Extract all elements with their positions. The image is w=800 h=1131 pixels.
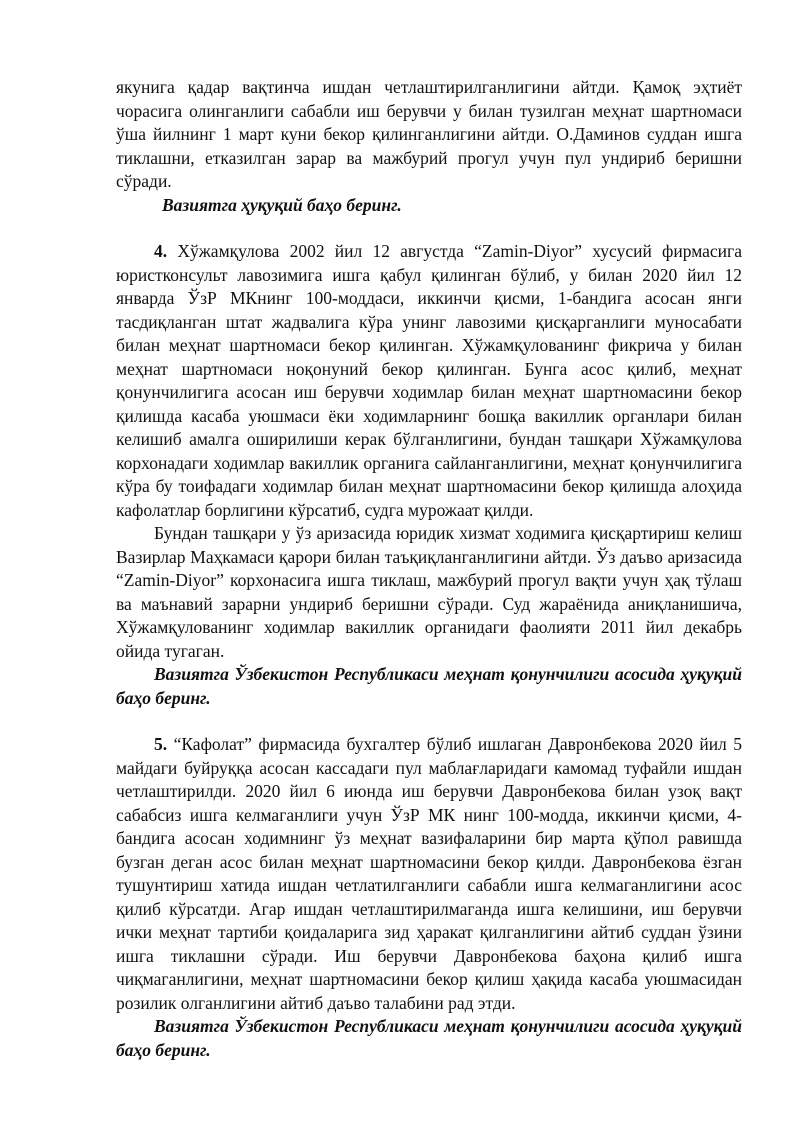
case3-text: якунига қадар вақтинча ишдан четлаштирилганлигини айтди. Қамоқ эҳтиёт чорасига олинганлиги сабабли иш берувчи у билан тузилган меҳнат шартномаси ўша йилнинг 1 март куни бекор қилинганлигини айтди. О.Даминов суддан ишга тиклашни, етказилган зарар ва мажбурий прогул учун пул ундириб беришни сўради. (116, 77, 742, 191)
document-page (116, 76, 742, 1062)
spacer (116, 710, 742, 733)
case4-number: 4. (154, 241, 168, 261)
spacer (116, 217, 742, 240)
case4-paragraph-2: Бундан ташқари у ўз аризасида юридик хизмат ходимига қисқартириш келиш Вазирлар Маҳкамаси қарори билан таъқиқланганлигини айтди. Ўз даъво аризасида “Zamin-Diyor” корхонасига ишга тиклаш, мажбурий прогул вақти учун ҳақ тўлаш ва маънавий зарарни ундириб беришни сўради. Суд жараёнида аниқланишича, Хўжамқулованинг ходимлар вакиллик органидаги фаолияти 2011 йил декабрь ойида тугаган. (116, 523, 742, 661)
case3-task: Вазиятга ҳуқуқий баҳо беринг. (162, 194, 402, 215)
case5-number: 5. (154, 734, 168, 754)
case5-task: Вазиятга Ўзбекистон Республикаси меҳнат қонунчилиги асосида ҳуқуқий баҳо беринг. (116, 1016, 742, 1060)
case5-paragraph-1 (116, 733, 742, 1015)
case5-text-1: “Кафолат” фирмасида бухгалтер бўлиб ишлаган Давронбекова 2020 йил 5 майдаги буйруққа асосан кассадаги пул маблағларидаги камомад туфайли ишдан четлаштирилди. 2020 йил 6 июнда иш берувчи Давронбекова билан узоқ вақт сабабсиз ишга келмаганлиги учун ЎзР МК нинг 100-модда, иккинчи қисми, 4-бандига асосан ходимнинг ўз меҳнат вазифаларини бир марта қўпол равишда бузган деган асос билан меҳнат шартномасини бекор қилди. Давронбекова ёзган тушунтириш хатида ишдан четлатилганлиги сабабли ишга келмаганлигини асос қилиб кўрсатди. Агар ишдан четлаштирилмаганда ишга келишини, иш берувчи ички меҳнат тартиби қоидаларига зид ҳаракат қилганлигини айтиб суддан ўзини ишга тиклашни сўради. Иш берувчи Давронбекова баҳона қилиб ишга чиқмаганлигини, меҳнат шартномасини бекор қилиш ҳақида касаба уюшмасидан розилик олганлигини айтиб даъво талабини рад этди. (116, 734, 742, 1013)
case4-text-1: Хўжамқулова 2002 йил 12 августда “Zamin-Diyor” хусусий фирмасига юристконсульт лавозимига ишга қабул қилинган бўлиб, у билан 2020 йил 12 январда ЎзР МКнинг 100-моддаси, иккинчи қисми, 1-бандига асосан янги тасдиқланган штат жадвалига кўра унинг лавозими қисқарганлиги муносабати билан меҳнат шартномаси бекор қилинган. Хўжамқулованинг фикрича у билан меҳнат шартномаси ноқонуний бекор қилинган. Бунга асос қилиб, меҳнат қонунчилигига асосан иш берувчи ходимлар билан меҳнат шартномасини бекор қилишда касаба уюшмаси ёки ходимларнинг бошқа вакиллик органлари билан келишиб амалга оширилиши керак бўлганлигини, бундан ташқари Хўжамқулова корхонадаги ходимлар вакиллик органига сайланганлигини, меҳнат қонунчилигига кўра бу тоифадаги ходимлар билан меҳнат шартномасини бекор қилишда алоҳида кафолатлар борлигини кўрсатиб, судга мурожаат қилди. (116, 241, 742, 520)
case4-paragraph-1 (116, 240, 742, 522)
case4-task: Вазиятга Ўзбекистон Республикаси меҳнат қонунчилиги асосида ҳуқуқий баҳо беринг. (116, 664, 742, 708)
